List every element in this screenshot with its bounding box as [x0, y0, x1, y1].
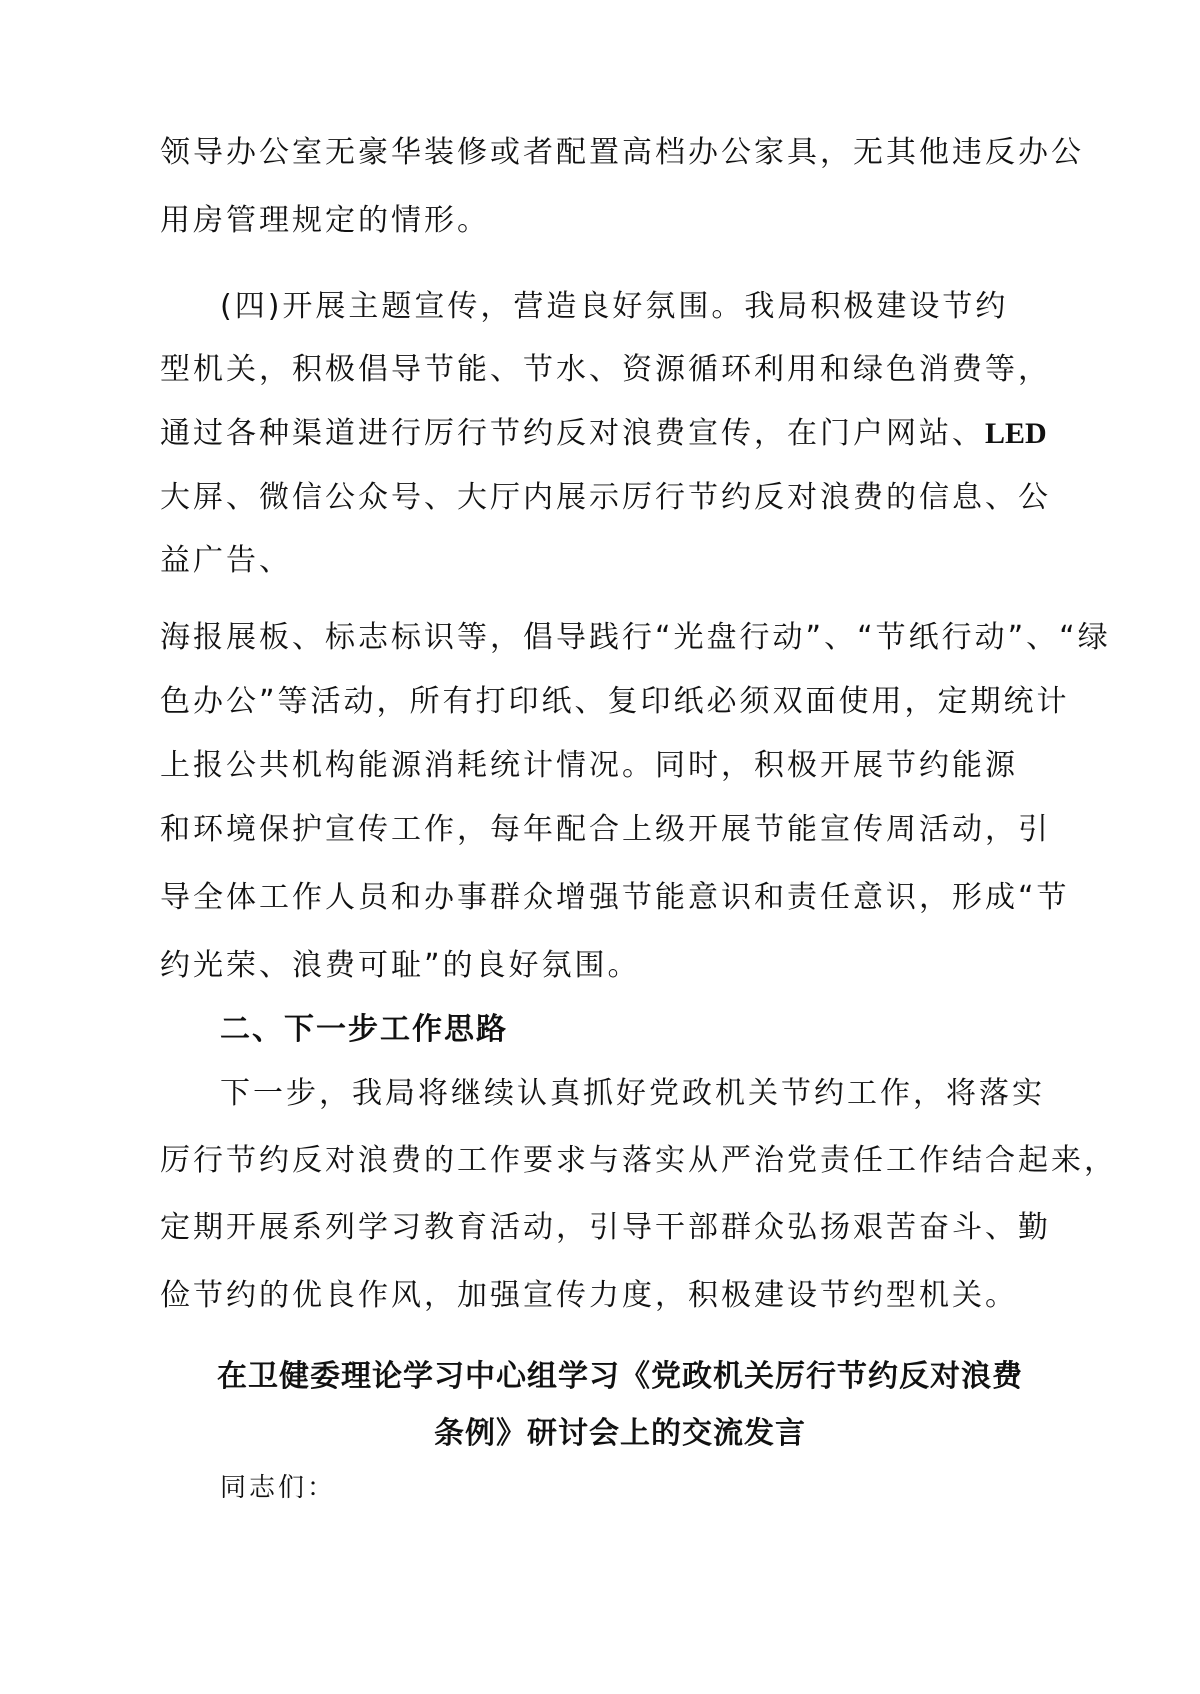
paragraph-line: 定期开展系列学习教育活动，引导干部群众弘扬艰苦奋斗、勤	[160, 1210, 1051, 1245]
paragraph-line: 厉行节约反对浪费的工作要求与落实从严治党责任工作结合起来，	[160, 1143, 1117, 1178]
speech-title: 在卫健委理论学习中心组学习《党政机关厉行节约反对浪费	[217, 1359, 1023, 1394]
paragraph-line: 导全体工作人员和办事群众增强节能意识和责任意识，形成“节	[160, 880, 1070, 915]
paragraph-line: 下一步，我局将继续认真抓好党政机关节约工作，将落实	[220, 1076, 1045, 1111]
speech-title: 条例》研讨会上的交流发言	[434, 1416, 806, 1451]
paragraph-line: 和环境保护宣传工作，每年配合上级开展节能宣传周活动，引	[160, 812, 1051, 847]
paragraph-line	[160, 414, 1047, 454]
paragraph-text: 通过各种渠道进行厉行节约反对浪费宣传，在门户网站、	[160, 416, 985, 451]
section-heading: 二、下一步工作思路	[220, 1012, 508, 1047]
paragraph-line: (四)开展主题宣传，营造良好氛围。我局积极建设节约	[220, 289, 1009, 324]
paragraph-line: 领导办公室无豪华装修或者配置高档办公家具，无其他违反办公	[160, 135, 1084, 170]
paragraph-line: 用房管理规定的情形。	[160, 203, 490, 238]
paragraph-line: 色办公”等活动，所有打印纸、复印纸必须双面使用，定期统计	[160, 684, 1070, 719]
paragraph-line: 型机关，积极倡导节能、节水、资源循环利用和绿色消费等，	[160, 352, 1051, 387]
paragraph-line: 上报公共机构能源消耗统计情况。同时，积极开展节约能源	[160, 748, 1018, 783]
led-text: LED	[985, 417, 1047, 450]
paragraph-line: 益广告、	[160, 543, 292, 578]
greeting: 同志们：	[220, 1473, 337, 1503]
paragraph-line: 约光荣、浪费可耻”的良好氛围。	[160, 948, 641, 983]
paragraph-line: 海报展板、标志标识等，倡导践行“光盘行动”、“节纸行动”、“绿	[160, 620, 1111, 655]
paragraph-line: 俭节约的优良作风，加强宣传力度，积极建设节约型机关。	[160, 1278, 1018, 1313]
paragraph-line: 大屏、微信公众号、大厅内展示厉行节约反对浪费的信息、公	[160, 480, 1051, 515]
